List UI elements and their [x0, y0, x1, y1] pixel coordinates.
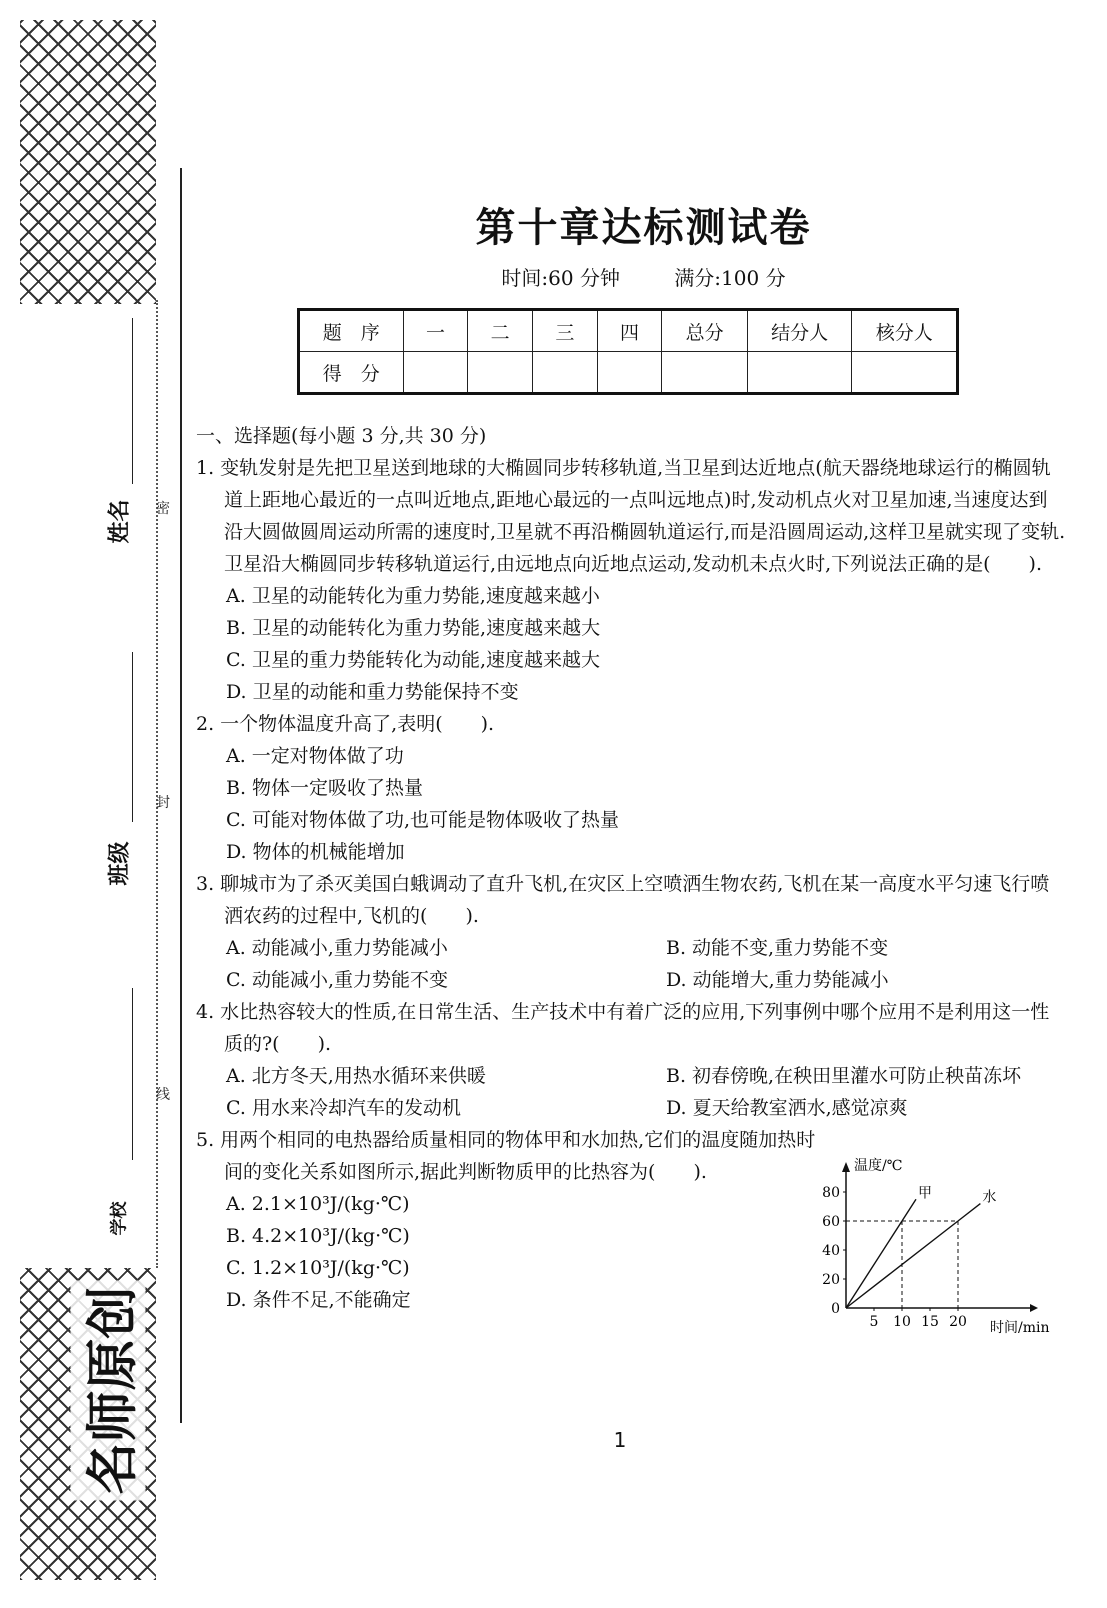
question-1-option: D. 卫星的动能和重力势能保持不变 — [226, 681, 519, 703]
page-number: 1 — [613, 1428, 627, 1452]
name-label: 姓名 — [106, 499, 133, 544]
question-3-option: C. 动能减小,重力势能不变 — [226, 969, 448, 991]
class-label: 班级 — [106, 841, 133, 886]
exam-info — [180, 262, 1107, 291]
question-4-option: B. 初春傍晚,在秧田里灌水可防止秧苗冻坏 — [666, 1065, 1022, 1087]
score-table-header-row — [299, 310, 958, 352]
question-2-option: C. 可能对物体做了功,也可能是物体吸收了热量 — [226, 809, 619, 831]
question-4-options-row — [196, 1092, 1066, 1124]
question-4-option: A. 北方冬天,用热水循环来供暖 — [226, 1065, 486, 1087]
hatch-pattern-top — [20, 20, 156, 304]
seal-mark-mi: 密 — [156, 501, 170, 517]
question-4-option: C. 用水来冷却汽车的发动机 — [226, 1097, 461, 1119]
score-cell: 四 — [597, 310, 662, 352]
question-3-stem: 3. 聊城市为了杀灭美国白蛾调动了直升飞机,在灾区上空喷洒生物农药,飞机在某一高度水平匀速飞行喷洒农药的过程中,飞机的( ). — [196, 873, 1050, 927]
question-3-options-row — [196, 964, 1066, 996]
score-input-cell[interactable] — [468, 352, 533, 394]
question-4-stem: 4. 水比热容较大的性质,在日常生活、生产技术中有着广泛的应用,下列事例中哪个应用不是利用这一性质的?( ). — [196, 1001, 1050, 1055]
seal-dotted-line — [156, 300, 158, 1268]
question-2-option: A. 一定对物体做了功 — [226, 745, 404, 767]
exam-full-score: 满分:100 分 — [674, 266, 786, 290]
question-3-option: A. 动能减小,重力势能减小 — [226, 937, 448, 959]
school-underline — [132, 988, 133, 1160]
question-1-option: A. 卫星的动能转化为重力势能,速度越来越小 — [226, 585, 600, 607]
score-table — [297, 308, 959, 395]
series-extension-1 — [958, 1204, 980, 1221]
score-cell: 题 序 — [299, 310, 404, 352]
score-cell: 得 分 — [299, 352, 404, 394]
score-cell: 三 — [532, 310, 597, 352]
seal-mark-feng: 封 — [156, 795, 170, 811]
x-tick-label: 15 — [921, 1314, 939, 1330]
binding-rule — [180, 168, 182, 1423]
y-tick-label: 80 — [822, 1185, 840, 1201]
class-underline — [132, 652, 133, 822]
question-4-option: D. 夏天给教室洒水,感觉凉爽 — [666, 1097, 908, 1119]
x-axis-label: 时间/min — [990, 1320, 1050, 1336]
question-3-option: B. 动能不变,重力势能不变 — [666, 937, 889, 959]
score-input-cell[interactable] — [532, 352, 597, 394]
series-extension-0 — [902, 1199, 916, 1221]
question-3-option: D. 动能增大,重力势能减小 — [666, 969, 889, 991]
page-title: 第十章达标测试卷 — [475, 205, 812, 251]
x-axis-arrow — [1030, 1304, 1038, 1312]
score-table-score-row — [299, 352, 958, 394]
question-1-option: B. 卫星的动能转化为重力势能,速度越来越大 — [226, 617, 601, 639]
question-2-option: D. 物体的机械能增加 — [226, 841, 405, 863]
question-1-stem: 1. 变轨发射是先把卫星送到地球的大椭圆同步转移轨道,当卫星到达近地点(航天器绕地球运行的椭圆轨道上距地心最近的一点叫近地点,距地心最远的一点叫远地点)时,发动机点火对卫星加速,当速度达到沿大圆做圆周运动所需的速度时,卫星就不再沿椭圆轨道运行,而是沿圆周运动,这样卫星就实现了变轨.卫星沿大椭圆同步转移轨道运行,由远地点向近地点运动,发动机未点火时,下列说法正确的是( ). — [196, 457, 1066, 575]
y-axis-arrow — [842, 1162, 850, 1172]
question-3-options-row — [196, 932, 1066, 964]
question-5-option: D. 条件不足,不能确定 — [226, 1289, 411, 1311]
question-5-option: A. 2.1×10³J/(kg·℃) — [226, 1193, 410, 1215]
score-cell: 结分人 — [747, 310, 852, 352]
score-input-cell[interactable] — [662, 352, 748, 394]
temperature-graph-svg — [808, 1150, 1068, 1350]
brand-logo: 名师原创 — [8, 1260, 208, 1520]
y-tick-label: 40 — [822, 1243, 840, 1259]
y-axis-label: 温度/℃ — [854, 1158, 903, 1174]
score-cell: 一 — [403, 310, 468, 352]
score-input-cell[interactable] — [747, 352, 852, 394]
series-label: 甲 — [918, 1185, 932, 1202]
series-line-0 — [846, 1221, 902, 1308]
question-5-option: B. 4.2×10³J/(kg·℃) — [226, 1225, 410, 1247]
x-tick-label: 20 — [949, 1314, 967, 1330]
score-cell: 二 — [468, 310, 533, 352]
question-2-option: B. 物体一定吸收了热量 — [226, 777, 424, 799]
temperature-graph — [808, 1150, 1068, 1350]
y-tick-label: 20 — [822, 1272, 840, 1288]
seal-mark-xian: 线 — [156, 1087, 170, 1103]
score-cell: 核分人 — [852, 310, 958, 352]
question-5-stem: 5. 用两个相同的电热器给质量相同的物体甲和水加热,它们的温度随加热时间的变化关系如图所示,据此判断物质甲的比热容为( ). — [196, 1129, 816, 1183]
series-label: 水 — [982, 1189, 997, 1206]
question-5-option: C. 1.2×10³J/(kg·℃) — [226, 1257, 410, 1279]
exam-time: 时间:60 分钟 — [501, 266, 620, 290]
score-input-cell[interactable] — [852, 352, 958, 394]
school-label: 学校 — [109, 1201, 130, 1236]
x-tick-label: 5 — [869, 1314, 879, 1330]
question-4-options-row — [196, 1060, 1066, 1092]
question-1-option: C. 卫星的重力势能转化为动能,速度越来越大 — [226, 649, 600, 671]
x-tick-label: 10 — [893, 1314, 911, 1330]
score-input-cell[interactable] — [597, 352, 662, 394]
y-tick-label: 0 — [831, 1301, 840, 1317]
score-input-cell[interactable] — [403, 352, 468, 394]
question-2-stem: 2. 一个物体温度升高了,表明( ). — [196, 713, 495, 735]
y-tick-label: 60 — [822, 1214, 840, 1230]
section-heading: 一、选择题(每小题 3 分,共 30 分) — [196, 425, 487, 447]
name-underline — [132, 318, 133, 484]
score-cell: 总分 — [662, 310, 748, 352]
